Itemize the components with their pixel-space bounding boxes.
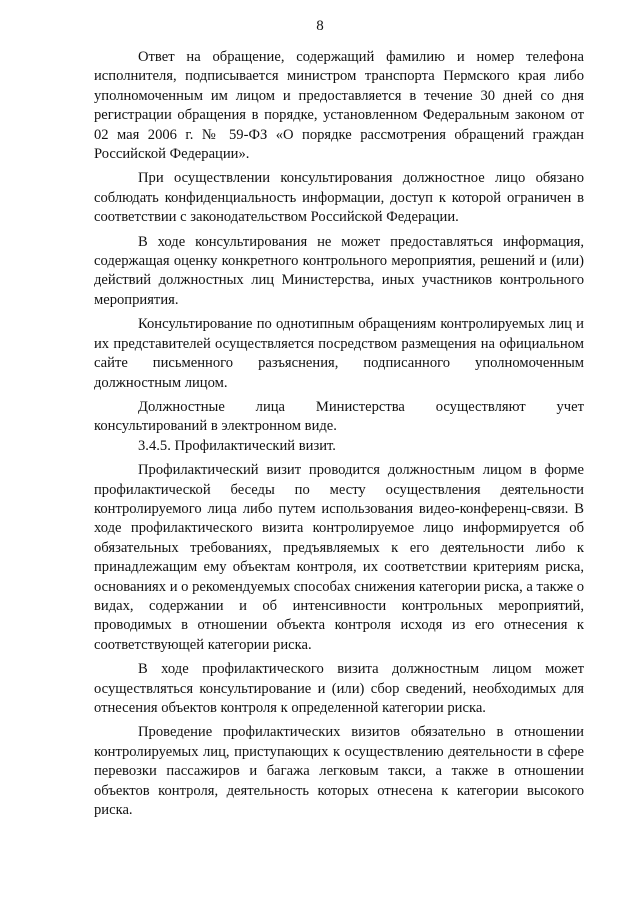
paragraph-consulting-restrictions: В ходе консультирования не может предоставляться информация, содержащая оценку конкретного контрольного мероприятия, решений и (или) действий должностных лиц Министерства, иных участников контрольного мероприятия. xyxy=(94,233,584,308)
paragraph-response-to-appeal: Ответ на обращение, содержащий фамилию и номер телефона исполнителя, подписывается министром транспорта Пермского края либо уполномоченным им лицом и предоставляется в течение 30 дней со дня регистрации обращения в порядке, установленном Федеральным законом от 02 мая 2006 г. № 59-ФЗ «О порядке рассмотрения обращений граждан Российской Федерации». xyxy=(94,49,584,163)
paragraph-mandatory-visits: Проведение профилактических визитов обязательно в отношении контролируемых лиц, приступающих к осуществлению деятельности в сфере перевозки пассажиров и багажа легковым такси, а также в отношении объектов контроля, деятельность которых отнесена к категории высокого риска. xyxy=(94,724,584,819)
paragraph-visit-consulting: В ходе профилактического визита должностным лицом может осуществляться консультирование и (или) сбор сведений, необходимых для отнесения объектов контроля к определенной категории риска. xyxy=(94,661,584,716)
paragraph-consulting-records: Должностные лица Министерства осуществляют учет консультирований в электронном виде. xyxy=(94,398,584,435)
paragraph-similar-appeals: Консультирование по однотипным обращениям контролируемых лиц и их представителей осуществляется посредством размещения на официальном сайте письменного разъяснения, подписанного уполномоченным должностным лицом. xyxy=(94,316,584,391)
paragraph-preventive-visit: Профилактический визит проводится должностным лицом в форме профилактической беседы по месту осуществления деятельности контролируемого лица либо путем использования видео-конференц-связи. В ходе профилактического визита контролируемое лицо информируется об обязательных требованиях, предъявляемых к его деятельности либо к принадлежащим ему объектам контроля, их соответствии критериям риска, основаниях и о рекомендуемых способах снижения категории риска, а также о видах, содержании и об интенсивности контрольных мероприятий, проводимых в отношении объекта контроля исходя из его отнесения к соответствующей категории риска. xyxy=(94,462,584,653)
section-heading-preventive-visit: 3.4.5. Профилактический визит. xyxy=(138,437,336,454)
document-body xyxy=(94,48,584,820)
paragraph-confidentiality: При осуществлении консультирования должностное лицо обязано соблюдать конфиденциальность информации, доступ к которой ограничен в соответствии с законодательством Российской Федерации. xyxy=(94,170,584,226)
page-number: 8 xyxy=(316,18,324,34)
